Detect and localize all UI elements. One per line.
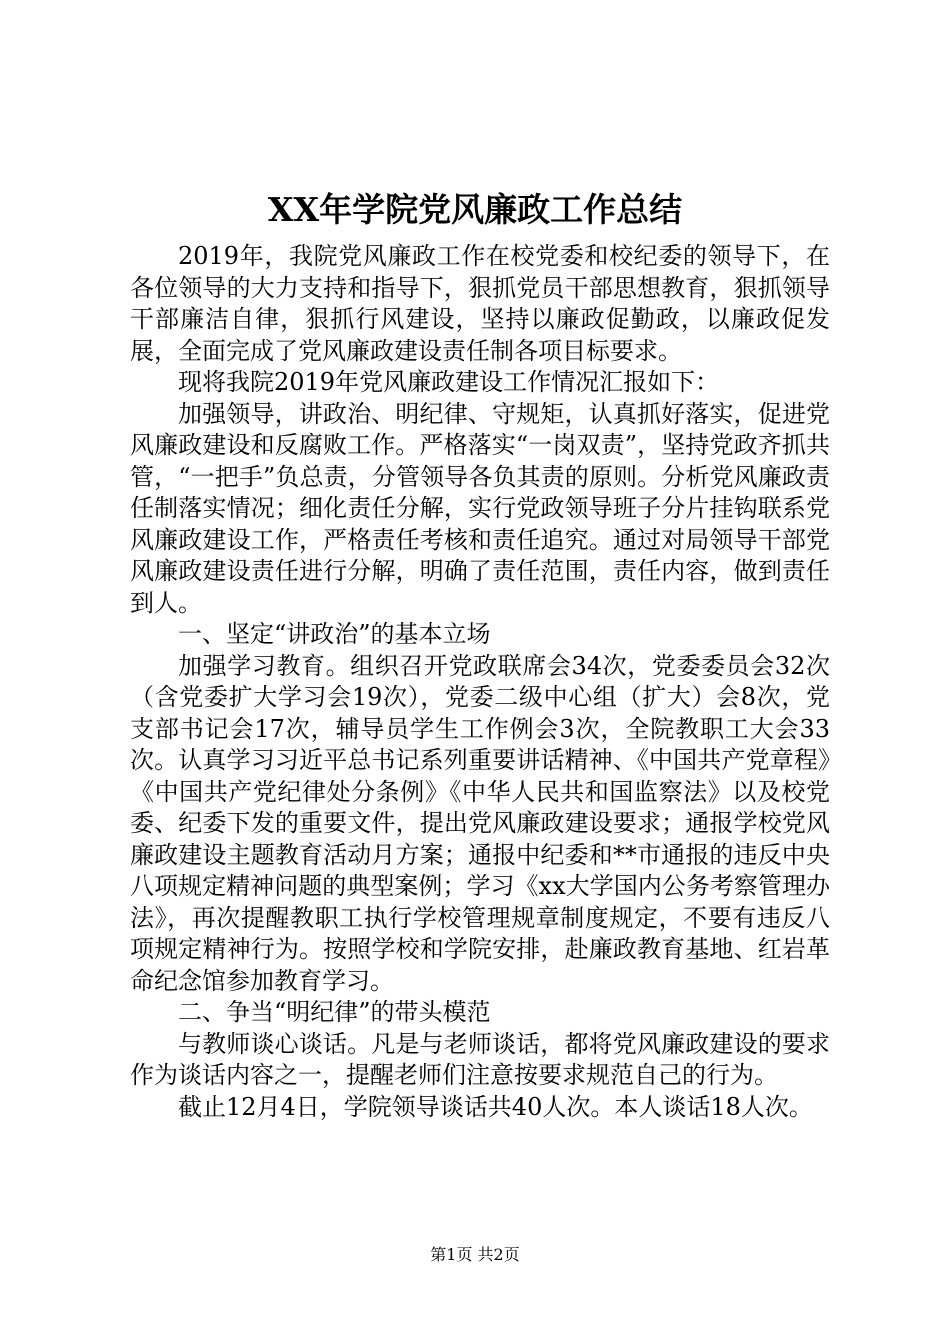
section-heading-2: 二、争当“明纪律”的带头模范 [178,998,491,1026]
paragraph-leadership: 加强领导，讲政治、明纪律、守规矩，认真抓好落实，促进党风廉政建设和反腐败工作。严格落实“一岗双责”，坚持党政齐抓共管，“一把手”负总责，分管领导各负其责的原则。分析党风廉政责任制落实情况；细化责任分解，实行党政领导班子分片挂钩联系党风廉政建设工作，严格责任考核和责任追究。通过对局领导干部党风廉政建设责任进行分解，明确了责任范围，责任内容，做到责任到人。 [130,399,830,617]
paragraph-intro: 2019年，我院党风廉政工作在校党委和校纪委的领导下，在各位领导的大力支持和指导下，狠抓党员干部思想教育，狠抓领导干部廉洁自律，狠抓行风建设，坚持以廉政促勤政，以廉政促发展，全面完成了党风廉政建设责任制各项目标要求。 [130,242,830,365]
paragraph-report-lead: 现将我院2019年党风廉政建设工作情况汇报如下： [178,368,720,396]
document-body [130,241,830,1123]
section-heading-1: 一、坚定“讲政治”的基本立场 [178,620,491,648]
document-title: XX年学院党风廉政工作总结 [267,190,683,229]
page-footer: 第1页 共2页 [430,1245,520,1264]
paragraph-talk-count: 截止12月4日，学院领导谈话共40人次。本人谈话18人次。 [178,1092,813,1121]
paragraph-teacher-talks: 与教师谈心谈话。凡是与老师谈话，都将党风廉政建设的要求作为谈话内容之一，提醒老师们注意按要求规范自己的行为。 [130,1029,830,1089]
paragraph-study-education: 加强学习教育。组织召开党政联席会34次，党委委员会32次（含党委扩大学习会19次），党委二级中心组（扩大）会8次，党支部书记会17次，辅导员学生工作例会3次，全院教职工大会33次。认真学习习近平总书记系列重要讲话精神、《中国共产党章程》《中国共产党纪律处分条例》《中华人民共和国监察法》以及校党委、纪委下发的重要文件，提出党风廉政建设要求；通报学校党风廉政建设主题教育活动月方案；通报中纪委和**市通报的违反中央八项规定精神问题的典型案例；学习《xx大学国内公务考察管理办法》，再次提醒教职工执行学校管理规章制度规定，不要有违反八项规定精神行为。按照学校和学院安排，赴廉政教育基地、红岩革命纪念馆参加教育学习。 [130,651,830,995]
